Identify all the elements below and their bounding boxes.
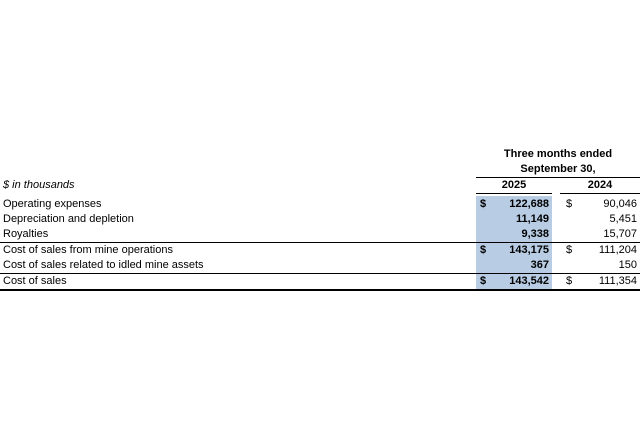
- value-2025: 9,338: [521, 228, 549, 240]
- value-2024: 111,354: [598, 275, 637, 287]
- cur-dollar-sign: $: [480, 244, 487, 256]
- column-2025-header: 2025: [501, 179, 527, 191]
- row-label-cost-of-sales-mine-ops: Cost of sales from mine operations: [3, 244, 173, 256]
- value-2024: 15,707: [603, 228, 637, 240]
- value-2024: 90,046: [603, 198, 637, 210]
- value-2025: 367: [530, 259, 549, 271]
- column-2024-header: 2024: [587, 179, 613, 191]
- period-header-line1: Three months ended: [503, 148, 613, 160]
- column-2024-underline: [560, 193, 640, 194]
- value-2024: 111,204: [598, 244, 637, 256]
- prior-dollar-sign: $: [566, 198, 573, 210]
- bottom-rule: [0, 289, 640, 291]
- value-2025: 122,688: [509, 198, 549, 210]
- unit-label: $ in thousands: [3, 179, 75, 191]
- row-label-depreciation: Depreciation and depletion: [3, 213, 134, 225]
- cur-dollar-sign: $: [480, 198, 487, 210]
- row-label-idled-mine-assets: Cost of sales related to idled mine assets: [3, 259, 204, 271]
- value-2025: 143,542: [509, 275, 549, 287]
- value-2024: 5,451: [609, 213, 637, 225]
- row-label-royalties: Royalties: [3, 228, 49, 240]
- value-2024: 150: [618, 259, 637, 271]
- period-header-line2: September 30,: [520, 163, 596, 175]
- value-2025: 11,149: [515, 213, 549, 225]
- row-label-operating-expenses: Operating expenses: [3, 198, 102, 210]
- prior-dollar-sign: $: [566, 275, 573, 287]
- column-2025-underline: [476, 193, 552, 194]
- value-2025: 143,175: [509, 244, 549, 256]
- row-label-cost-of-sales-total: Cost of sales: [3, 275, 67, 287]
- prior-dollar-sign: $: [566, 244, 573, 256]
- cur-dollar-sign: $: [480, 275, 487, 287]
